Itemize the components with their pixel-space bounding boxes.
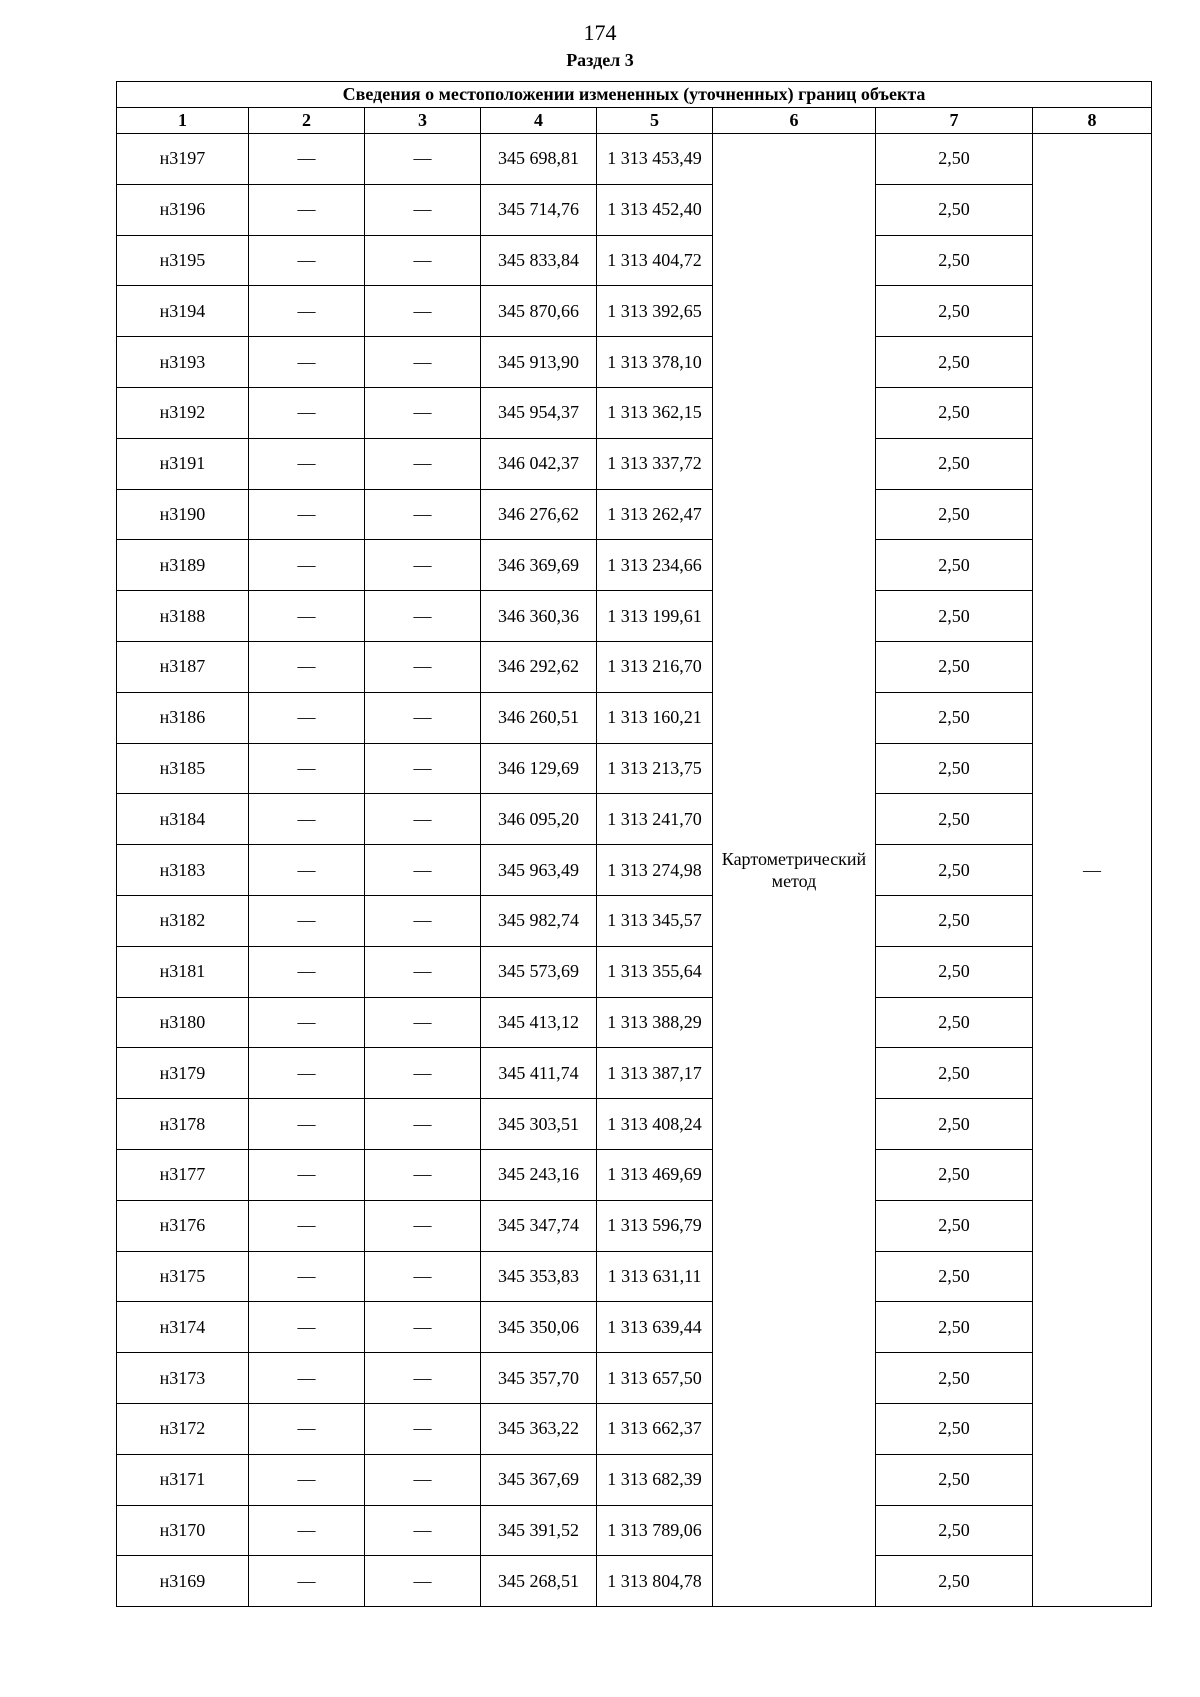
col3-cell: — bbox=[365, 1149, 481, 1200]
col2-cell: — bbox=[249, 1403, 365, 1454]
accuracy-cell: 2,50 bbox=[876, 387, 1033, 438]
accuracy-cell: 2,50 bbox=[876, 1251, 1033, 1302]
accuracy-cell: 2,50 bbox=[876, 1302, 1033, 1353]
accuracy-cell: 2,50 bbox=[876, 286, 1033, 337]
boundary-coordinates-table bbox=[116, 81, 1152, 1607]
point-name-cell: н3182 bbox=[117, 895, 249, 946]
y-coordinate-cell: 1 313 631,11 bbox=[597, 1251, 713, 1302]
col2-cell: — bbox=[249, 1099, 365, 1150]
table-row bbox=[117, 1149, 1152, 1200]
accuracy-cell: 2,50 bbox=[876, 845, 1033, 896]
accuracy-cell: 2,50 bbox=[876, 1505, 1033, 1556]
point-name-cell: н3185 bbox=[117, 743, 249, 794]
col2-cell: — bbox=[249, 1556, 365, 1607]
col2-cell: — bbox=[249, 184, 365, 235]
table-row bbox=[117, 286, 1152, 337]
x-coordinate-cell: 345 982,74 bbox=[481, 895, 597, 946]
table-row bbox=[117, 438, 1152, 489]
accuracy-cell: 2,50 bbox=[876, 489, 1033, 540]
table-row bbox=[117, 591, 1152, 642]
y-coordinate-cell: 1 313 387,17 bbox=[597, 1048, 713, 1099]
section-title: Раздел 3 bbox=[566, 50, 634, 70]
point-name-cell: н3181 bbox=[117, 946, 249, 997]
y-coordinate-cell: 1 313 404,72 bbox=[597, 235, 713, 286]
method-cell: Картометрический метод bbox=[713, 134, 876, 1607]
point-name-cell: н3196 bbox=[117, 184, 249, 235]
table-row bbox=[117, 1505, 1152, 1556]
table-row bbox=[117, 692, 1152, 743]
accuracy-cell: 2,50 bbox=[876, 438, 1033, 489]
point-name-cell: н3178 bbox=[117, 1099, 249, 1150]
col3-cell: — bbox=[365, 1454, 481, 1505]
col2-cell: — bbox=[249, 1048, 365, 1099]
x-coordinate-cell: 345 833,84 bbox=[481, 235, 597, 286]
x-coordinate-cell: 345 350,06 bbox=[481, 1302, 597, 1353]
y-coordinate-cell: 1 313 596,79 bbox=[597, 1200, 713, 1251]
point-name-cell: н3173 bbox=[117, 1353, 249, 1404]
col2-cell: — bbox=[249, 387, 365, 438]
col2-cell: — bbox=[249, 1454, 365, 1505]
col2-cell: — bbox=[249, 1200, 365, 1251]
col3-cell: — bbox=[365, 845, 481, 896]
accuracy-cell: 2,50 bbox=[876, 235, 1033, 286]
col3-cell: — bbox=[365, 438, 481, 489]
col2-cell: — bbox=[249, 895, 365, 946]
y-coordinate-cell: 1 313 639,44 bbox=[597, 1302, 713, 1353]
col2-cell: — bbox=[249, 743, 365, 794]
x-coordinate-cell: 345 367,69 bbox=[481, 1454, 597, 1505]
x-coordinate-cell: 345 268,51 bbox=[481, 1556, 597, 1607]
table-row bbox=[117, 337, 1152, 388]
point-name-cell: н3172 bbox=[117, 1403, 249, 1454]
point-name-cell: н3184 bbox=[117, 794, 249, 845]
col3-cell: — bbox=[365, 692, 481, 743]
y-coordinate-cell: 1 313 213,75 bbox=[597, 743, 713, 794]
point-name-cell: н3170 bbox=[117, 1505, 249, 1556]
col3-cell: — bbox=[365, 286, 481, 337]
x-coordinate-cell: 345 353,83 bbox=[481, 1251, 597, 1302]
accuracy-cell: 2,50 bbox=[876, 1454, 1033, 1505]
col2-cell: — bbox=[249, 591, 365, 642]
y-coordinate-cell: 1 313 662,37 bbox=[597, 1403, 713, 1454]
col3-cell: — bbox=[365, 489, 481, 540]
point-name-cell: н3186 bbox=[117, 692, 249, 743]
accuracy-cell: 2,50 bbox=[876, 997, 1033, 1048]
col3-cell: — bbox=[365, 1048, 481, 1099]
col2-cell: — bbox=[249, 997, 365, 1048]
accuracy-cell: 2,50 bbox=[876, 1403, 1033, 1454]
table-row bbox=[117, 134, 1152, 185]
x-coordinate-cell: 346 360,36 bbox=[481, 591, 597, 642]
accuracy-cell: 2,50 bbox=[876, 540, 1033, 591]
point-name-cell: н3183 bbox=[117, 845, 249, 896]
x-coordinate-cell: 345 913,90 bbox=[481, 337, 597, 388]
col3-cell: — bbox=[365, 540, 481, 591]
x-coordinate-cell: 346 095,20 bbox=[481, 794, 597, 845]
col2-cell: — bbox=[249, 1149, 365, 1200]
table-body bbox=[117, 134, 1152, 1607]
col3-cell: — bbox=[365, 895, 481, 946]
point-name-cell: н3179 bbox=[117, 1048, 249, 1099]
y-coordinate-cell: 1 313 408,24 bbox=[597, 1099, 713, 1150]
column-number-6: 6 bbox=[713, 108, 876, 134]
col2-cell: — bbox=[249, 337, 365, 388]
col3-cell: — bbox=[365, 946, 481, 997]
col3-cell: — bbox=[365, 1099, 481, 1150]
column-number-5: 5 bbox=[597, 108, 713, 134]
accuracy-cell: 2,50 bbox=[876, 1556, 1033, 1607]
y-coordinate-cell: 1 313 216,70 bbox=[597, 641, 713, 692]
point-name-cell: н3192 bbox=[117, 387, 249, 438]
accuracy-cell: 2,50 bbox=[876, 1099, 1033, 1150]
y-coordinate-cell: 1 313 355,64 bbox=[597, 946, 713, 997]
accuracy-cell: 2,50 bbox=[876, 743, 1033, 794]
col2-cell: — bbox=[249, 641, 365, 692]
table-row bbox=[117, 845, 1152, 896]
point-name-cell: н3191 bbox=[117, 438, 249, 489]
y-coordinate-cell: 1 313 345,57 bbox=[597, 895, 713, 946]
column-number-4: 4 bbox=[481, 108, 597, 134]
col2-cell: — bbox=[249, 489, 365, 540]
point-name-cell: н3176 bbox=[117, 1200, 249, 1251]
col8-cell: — bbox=[1033, 134, 1152, 1607]
y-coordinate-cell: 1 313 789,06 bbox=[597, 1505, 713, 1556]
point-name-cell: н3194 bbox=[117, 286, 249, 337]
x-coordinate-cell: 345 391,52 bbox=[481, 1505, 597, 1556]
y-coordinate-cell: 1 313 804,78 bbox=[597, 1556, 713, 1607]
col2-cell: — bbox=[249, 692, 365, 743]
col2-cell: — bbox=[249, 1353, 365, 1404]
y-coordinate-cell: 1 313 241,70 bbox=[597, 794, 713, 845]
col2-cell: — bbox=[249, 794, 365, 845]
col3-cell: — bbox=[365, 641, 481, 692]
point-name-cell: н3189 bbox=[117, 540, 249, 591]
column-number-row bbox=[117, 108, 1152, 134]
col3-cell: — bbox=[365, 1200, 481, 1251]
x-coordinate-cell: 346 042,37 bbox=[481, 438, 597, 489]
x-coordinate-cell: 346 292,62 bbox=[481, 641, 597, 692]
table-row bbox=[117, 997, 1152, 1048]
accuracy-cell: 2,50 bbox=[876, 591, 1033, 642]
x-coordinate-cell: 345 347,74 bbox=[481, 1200, 597, 1251]
table-row bbox=[117, 1200, 1152, 1251]
table-row bbox=[117, 1048, 1152, 1099]
point-name-cell: н3195 bbox=[117, 235, 249, 286]
table-row bbox=[117, 794, 1152, 845]
table-row bbox=[117, 1556, 1152, 1607]
page-number: 174 bbox=[583, 20, 617, 45]
x-coordinate-cell: 345 363,22 bbox=[481, 1403, 597, 1454]
x-coordinate-cell: 345 954,37 bbox=[481, 387, 597, 438]
x-coordinate-cell: 345 698,81 bbox=[481, 134, 597, 185]
y-coordinate-cell: 1 313 274,98 bbox=[597, 845, 713, 896]
y-coordinate-cell: 1 313 160,21 bbox=[597, 692, 713, 743]
table-row bbox=[117, 1251, 1152, 1302]
col3-cell: — bbox=[365, 1302, 481, 1353]
point-name-cell: н3188 bbox=[117, 591, 249, 642]
accuracy-cell: 2,50 bbox=[876, 184, 1033, 235]
y-coordinate-cell: 1 313 199,61 bbox=[597, 591, 713, 642]
table-row bbox=[117, 1454, 1152, 1505]
col2-cell: — bbox=[249, 1302, 365, 1353]
col3-cell: — bbox=[365, 997, 481, 1048]
point-name-cell: н3175 bbox=[117, 1251, 249, 1302]
table-row bbox=[117, 387, 1152, 438]
accuracy-cell: 2,50 bbox=[876, 1048, 1033, 1099]
y-coordinate-cell: 1 313 378,10 bbox=[597, 337, 713, 388]
table-row bbox=[117, 1302, 1152, 1353]
y-coordinate-cell: 1 313 452,40 bbox=[597, 184, 713, 235]
accuracy-cell: 2,50 bbox=[876, 692, 1033, 743]
column-number-3: 3 bbox=[365, 108, 481, 134]
point-name-cell: н3187 bbox=[117, 641, 249, 692]
col3-cell: — bbox=[365, 134, 481, 185]
col3-cell: — bbox=[365, 1556, 481, 1607]
accuracy-cell: 2,50 bbox=[876, 946, 1033, 997]
y-coordinate-cell: 1 313 657,50 bbox=[597, 1353, 713, 1404]
col2-cell: — bbox=[249, 1505, 365, 1556]
col2-cell: — bbox=[249, 235, 365, 286]
table-row bbox=[117, 1403, 1152, 1454]
table-row bbox=[117, 1353, 1152, 1404]
column-number-8: 8 bbox=[1033, 108, 1152, 134]
point-name-cell: н3180 bbox=[117, 997, 249, 1048]
col2-cell: — bbox=[249, 134, 365, 185]
y-coordinate-cell: 1 313 469,69 bbox=[597, 1149, 713, 1200]
x-coordinate-cell: 345 573,69 bbox=[481, 946, 597, 997]
y-coordinate-cell: 1 313 453,49 bbox=[597, 134, 713, 185]
x-coordinate-cell: 345 714,76 bbox=[481, 184, 597, 235]
col3-cell: — bbox=[365, 1403, 481, 1454]
accuracy-cell: 2,50 bbox=[876, 1149, 1033, 1200]
x-coordinate-cell: 345 413,12 bbox=[481, 997, 597, 1048]
col3-cell: — bbox=[365, 743, 481, 794]
col3-cell: — bbox=[365, 337, 481, 388]
y-coordinate-cell: 1 313 362,15 bbox=[597, 387, 713, 438]
table-row bbox=[117, 1099, 1152, 1150]
x-coordinate-cell: 345 870,66 bbox=[481, 286, 597, 337]
col3-cell: — bbox=[365, 1505, 481, 1556]
x-coordinate-cell: 345 303,51 bbox=[481, 1099, 597, 1150]
table-caption: Сведения о местоположении измененных (уточненных) границ объекта bbox=[117, 82, 1152, 108]
col2-cell: — bbox=[249, 946, 365, 997]
x-coordinate-cell: 345 243,16 bbox=[481, 1149, 597, 1200]
point-name-cell: н3171 bbox=[117, 1454, 249, 1505]
point-name-cell: н3197 bbox=[117, 134, 249, 185]
y-coordinate-cell: 1 313 388,29 bbox=[597, 997, 713, 1048]
table-row bbox=[117, 895, 1152, 946]
x-coordinate-cell: 345 963,49 bbox=[481, 845, 597, 896]
point-name-cell: н3169 bbox=[117, 1556, 249, 1607]
x-coordinate-cell: 346 129,69 bbox=[481, 743, 597, 794]
y-coordinate-cell: 1 313 337,72 bbox=[597, 438, 713, 489]
x-coordinate-cell: 346 260,51 bbox=[481, 692, 597, 743]
y-coordinate-cell: 1 313 682,39 bbox=[597, 1454, 713, 1505]
y-coordinate-cell: 1 313 392,65 bbox=[597, 286, 713, 337]
accuracy-cell: 2,50 bbox=[876, 1200, 1033, 1251]
accuracy-cell: 2,50 bbox=[876, 895, 1033, 946]
x-coordinate-cell: 345 357,70 bbox=[481, 1353, 597, 1404]
column-number-2: 2 bbox=[249, 108, 365, 134]
col3-cell: — bbox=[365, 387, 481, 438]
col3-cell: — bbox=[365, 1251, 481, 1302]
point-name-cell: н3190 bbox=[117, 489, 249, 540]
point-name-cell: н3193 bbox=[117, 337, 249, 388]
col2-cell: — bbox=[249, 438, 365, 489]
accuracy-cell: 2,50 bbox=[876, 134, 1033, 185]
x-coordinate-cell: 345 411,74 bbox=[481, 1048, 597, 1099]
col2-cell: — bbox=[249, 845, 365, 896]
col2-cell: — bbox=[249, 286, 365, 337]
y-coordinate-cell: 1 313 262,47 bbox=[597, 489, 713, 540]
table-row bbox=[117, 489, 1152, 540]
col2-cell: — bbox=[249, 540, 365, 591]
col3-cell: — bbox=[365, 794, 481, 845]
column-number-7: 7 bbox=[876, 108, 1033, 134]
x-coordinate-cell: 346 369,69 bbox=[481, 540, 597, 591]
table-row bbox=[117, 641, 1152, 692]
x-coordinate-cell: 346 276,62 bbox=[481, 489, 597, 540]
accuracy-cell: 2,50 bbox=[876, 794, 1033, 845]
point-name-cell: н3174 bbox=[117, 1302, 249, 1353]
table-row bbox=[117, 235, 1152, 286]
accuracy-cell: 2,50 bbox=[876, 1353, 1033, 1404]
col3-cell: — bbox=[365, 184, 481, 235]
table-row bbox=[117, 184, 1152, 235]
y-coordinate-cell: 1 313 234,66 bbox=[597, 540, 713, 591]
col3-cell: — bbox=[365, 235, 481, 286]
accuracy-cell: 2,50 bbox=[876, 641, 1033, 692]
table-row bbox=[117, 743, 1152, 794]
col3-cell: — bbox=[365, 591, 481, 642]
column-number-1: 1 bbox=[117, 108, 249, 134]
col2-cell: — bbox=[249, 1251, 365, 1302]
table-row bbox=[117, 540, 1152, 591]
table-row bbox=[117, 946, 1152, 997]
accuracy-cell: 2,50 bbox=[876, 337, 1033, 388]
point-name-cell: н3177 bbox=[117, 1149, 249, 1200]
col3-cell: — bbox=[365, 1353, 481, 1404]
